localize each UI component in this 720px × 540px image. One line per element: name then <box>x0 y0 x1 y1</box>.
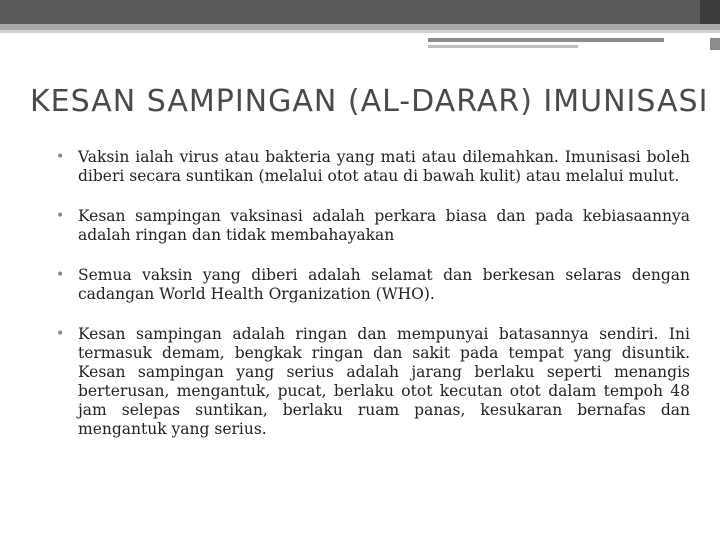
slide-title: KESAN SAMPINGAN (AL-DARAR) IMUNISASI <box>30 84 709 119</box>
decorative-bar <box>428 38 664 42</box>
bullet-item: • Vaksin ialah virus atau bakteria yang mati atau dilemahkan. Imunisasi boleh diberi secara suntikan (melalui otot atau di bawah kulit) atau melalui mulut. <box>56 148 690 186</box>
bullet-item: • Kesan sampingan adalah ringan dan mempunyai batasannya sendiri. Ini termasuk demam, bengkak ringan dan sakit pada tempat yang disuntik. Kesan sampingan yang serius adalah jarang berlaku seperti menangis berterusan, mengantuk, pucat, berlaku otot kecutan otot dalam tempoh 48 jam selepas suntikan, berlaku ruam panas, kesukaran bernafas dan mengantuk yang serius. <box>56 325 690 439</box>
bullet-list <box>56 148 690 460</box>
header-bar <box>0 0 720 24</box>
bullet-item: • Kesan sampingan vaksinasi adalah perkara biasa dan pada kebiasaannya adalah ringan dan tidak membahayakan <box>56 207 690 245</box>
bullet-item: • Semua vaksin yang diberi adalah selamat dan berkesan selaras dengan cadangan World Health Organization (WHO). <box>56 266 690 304</box>
header-bar-accent <box>700 0 720 24</box>
decorative-bar-short <box>428 45 578 48</box>
decorative-block <box>710 38 720 50</box>
header-stripe-light <box>0 30 720 33</box>
